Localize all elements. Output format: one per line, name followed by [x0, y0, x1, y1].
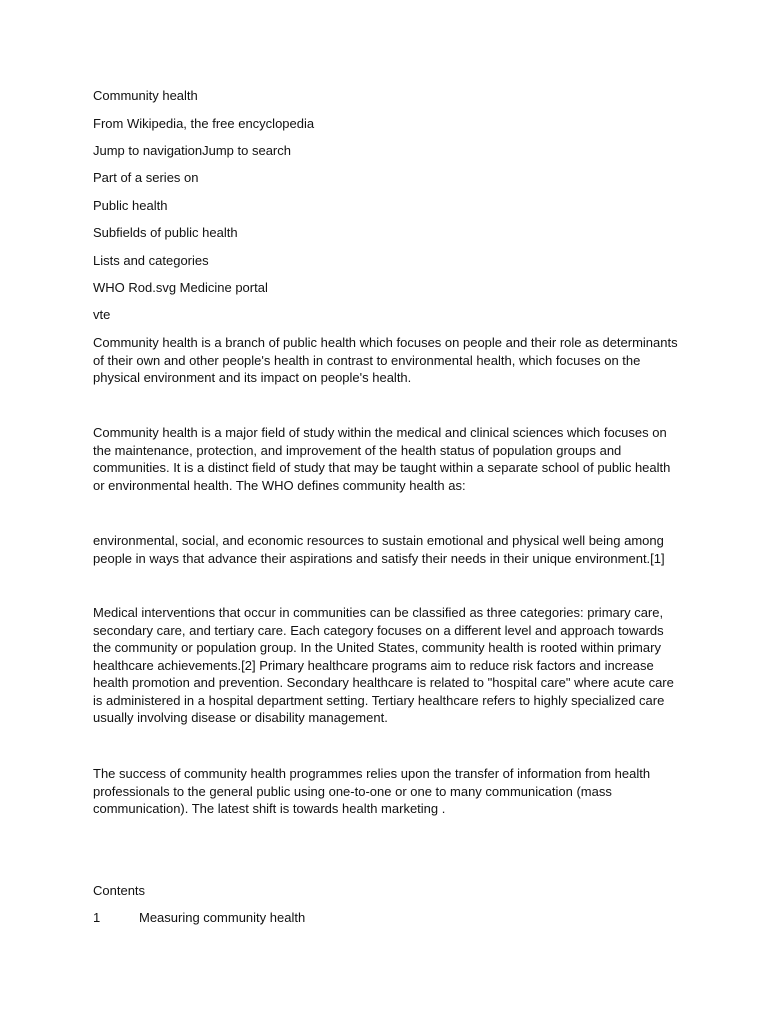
portal-line: WHO Rod.svg Medicine portal — [93, 280, 268, 295]
vte-line: vte — [93, 307, 111, 322]
series-intro-line: Part of a series on — [93, 170, 199, 185]
paragraph-interventions: Medical interventions that occur in communities can be classified as three categories: primary care, secondary care, and tertiary care. Each category focuses on a different level and approach towards the community or population group. In the United States, community health is rooted within primary healthcare achievements.[2] Primary healthcare programs aim to reduce risk factors and increase health promotion and prevention. Secondary healthcare is related to "hospital care" where acute care is administered in a hospital department setting. Tertiary healthcare refers to highly specialized care usually involving disease or disability management. — [93, 605, 674, 725]
jump-links-line: Jump to navigationJump to search — [93, 143, 291, 158]
contents-heading: Contents — [93, 883, 146, 898]
paragraph-programmes: The success of community health programmes relies upon the transfer of information from health professionals to the general public using one-to-one or one to many communication (mass communication). The latest shift is towards health marketing . — [93, 766, 651, 816]
paragraph-intro: Community health is a branch of public health which focuses on people and their role as determinants of their own and other people's health in contrast to environmental health, which focuses on the physical environment and its impact on people's health. — [93, 335, 678, 385]
article-source-line: From Wikipedia, the free encyclopedia — [93, 116, 315, 131]
article-title: Community health — [93, 88, 198, 103]
contents-item-label: Measuring community health — [139, 910, 306, 925]
paragraph-field-of-study: Community health is a major field of study within the medical and clinical sciences which focuses on the maintenance, protection, and improvement of the health status of population groups and communities. It is a distinct field of study that may be taught within a separate school of public health or environmental health. The WHO defines community health as: — [93, 425, 671, 493]
contents-item-number: 1 — [93, 910, 101, 925]
series-name-line: Public health — [93, 198, 168, 213]
subfields-line: Subfields of public health — [93, 225, 238, 240]
paragraph-who-definition: environmental, social, and economic resources to sustain emotional and physical well being among people in ways that advance their aspirations and satisfy their needs in their unique environment.[1] — [93, 533, 665, 566]
lists-categories-line: Lists and categories — [93, 253, 209, 268]
